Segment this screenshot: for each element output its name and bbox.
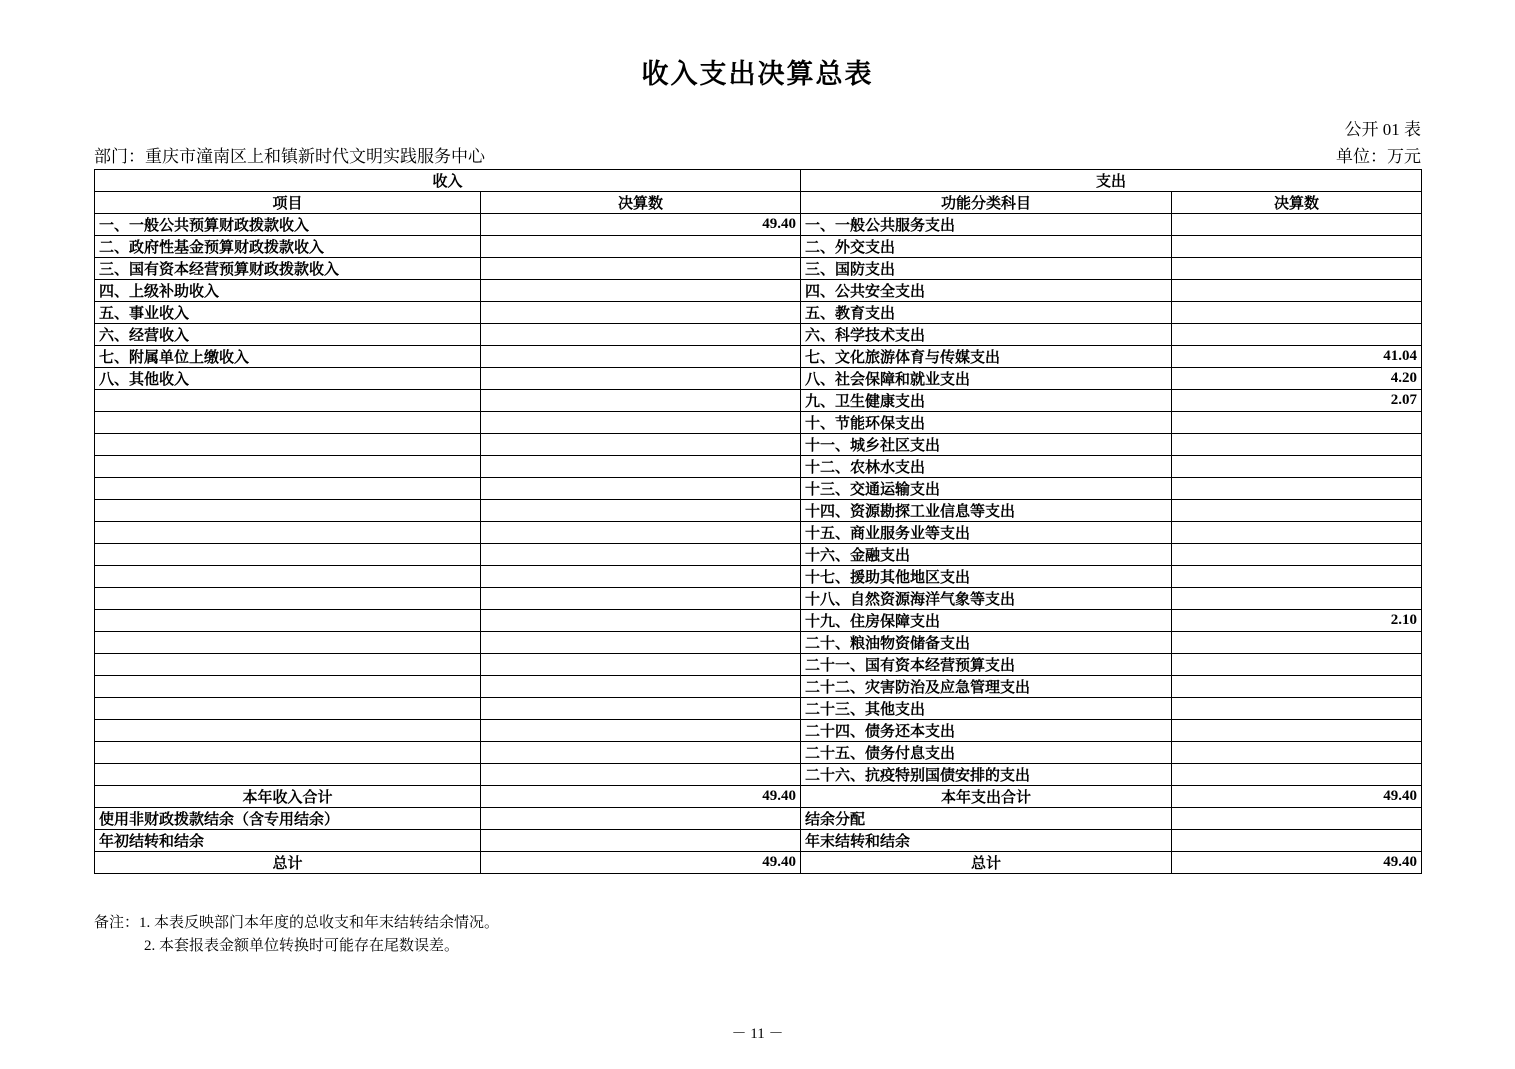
income-item-cell: 七、附属单位上缴收入 <box>95 346 481 368</box>
income-amount-cell <box>481 588 801 610</box>
table-row <box>95 698 1422 720</box>
expense-amount-cell <box>1172 258 1422 280</box>
table-row <box>95 786 1422 808</box>
expense-item-cell: 十六、金融支出 <box>801 544 1172 566</box>
income-item-cell: 本年收入合计 <box>95 786 481 808</box>
document-content <box>94 0 1421 959</box>
expense-item-cell: 一、一般公共服务支出 <box>801 214 1172 236</box>
income-amount-cell: 49.40 <box>481 852 801 874</box>
income-item-cell <box>95 654 481 676</box>
income-amount-cell <box>481 654 801 676</box>
income-item-cell <box>95 566 481 588</box>
table-row <box>95 544 1422 566</box>
expense-amount-cell <box>1172 412 1422 434</box>
income-amount-cell <box>481 720 801 742</box>
income-amount-cell <box>481 302 801 324</box>
expense-amount-cell: 41.04 <box>1172 346 1422 368</box>
column-header-item: 项目 <box>95 192 481 214</box>
expense-item-cell: 二十一、国有资本经营预算支出 <box>801 654 1172 676</box>
table-row <box>95 566 1422 588</box>
income-item-cell: 二、政府性基金预算财政拨款收入 <box>95 236 481 258</box>
income-item-cell: 年初结转和结余 <box>95 830 481 852</box>
expense-item-cell: 二十四、债务还本支出 <box>801 720 1172 742</box>
income-item-cell <box>95 412 481 434</box>
expense-item-cell: 十四、资源勘探工业信息等支出 <box>801 500 1172 522</box>
table-row <box>95 236 1422 258</box>
income-amount-cell <box>481 544 801 566</box>
note-line-1: 备注：1. 本表反映部门本年度的总收支和年末结转结余情况。 <box>94 915 500 931</box>
income-item-cell: 总计 <box>95 852 481 874</box>
income-item-cell <box>95 698 481 720</box>
expense-item-cell: 十七、援助其他地区支出 <box>801 566 1172 588</box>
table-row <box>95 852 1422 874</box>
expense-item-cell: 十八、自然资源海洋气象等支出 <box>801 588 1172 610</box>
expense-item-cell: 本年支出合计 <box>801 786 1172 808</box>
table-header <box>95 170 1422 214</box>
column-header-row <box>95 192 1422 214</box>
expense-amount-cell <box>1172 698 1422 720</box>
expense-amount-cell: 49.40 <box>1172 786 1422 808</box>
expense-amount-cell: 2.10 <box>1172 610 1422 632</box>
expense-amount-cell <box>1172 720 1422 742</box>
table-row <box>95 478 1422 500</box>
income-item-cell <box>95 742 481 764</box>
table-row <box>95 654 1422 676</box>
income-item-cell <box>95 764 481 786</box>
expense-amount-cell <box>1172 324 1422 346</box>
income-amount-cell <box>481 632 801 654</box>
income-item-cell <box>95 456 481 478</box>
income-amount-cell <box>481 478 801 500</box>
table-row <box>95 302 1422 324</box>
expense-amount-cell <box>1172 742 1422 764</box>
expense-item-cell: 十三、交通运输支出 <box>801 478 1172 500</box>
expense-amount-cell <box>1172 566 1422 588</box>
income-amount-cell <box>481 830 801 852</box>
income-item-cell <box>95 478 481 500</box>
table-row <box>95 324 1422 346</box>
expense-amount-cell <box>1172 654 1422 676</box>
income-amount-cell <box>481 500 801 522</box>
income-amount-cell <box>481 808 801 830</box>
income-amount-cell <box>481 324 801 346</box>
income-item-cell: 使用非财政拨款结余（含专用结余） <box>95 808 481 830</box>
expense-item-cell: 三、国防支出 <box>801 258 1172 280</box>
income-amount-cell <box>481 280 801 302</box>
table-row <box>95 742 1422 764</box>
final-accounts-table <box>94 169 1422 874</box>
income-item-cell: 三、国有资本经营预算财政拨款收入 <box>95 258 481 280</box>
income-item-cell <box>95 500 481 522</box>
department-label: 部门：重庆市潼南区上和镇新时代文明实践服务中心 <box>94 147 485 166</box>
income-item-cell <box>95 544 481 566</box>
table-row <box>95 390 1422 412</box>
expense-item-cell: 十、节能环保支出 <box>801 412 1172 434</box>
income-amount-cell: 49.40 <box>481 214 801 236</box>
expense-item-cell: 二十六、抗疫特别国债安排的支出 <box>801 764 1172 786</box>
table-row <box>95 632 1422 654</box>
table-row <box>95 764 1422 786</box>
income-item-cell: 四、上级补助收入 <box>95 280 481 302</box>
expense-amount-cell <box>1172 830 1422 852</box>
table-row <box>95 412 1422 434</box>
income-item-cell <box>95 588 481 610</box>
expense-item-cell: 二十、粮油物资储备支出 <box>801 632 1172 654</box>
expense-item-cell: 年末结转和结余 <box>801 830 1172 852</box>
table-row <box>95 808 1422 830</box>
expense-item-cell: 结余分配 <box>801 808 1172 830</box>
expense-amount-cell: 4.20 <box>1172 368 1422 390</box>
expense-amount-cell <box>1172 214 1422 236</box>
form-code-label: 公开 01 表 <box>1344 120 1421 139</box>
income-item-cell <box>95 390 481 412</box>
expense-item-cell: 七、文化旅游体育与传媒支出 <box>801 346 1172 368</box>
income-item-cell <box>95 610 481 632</box>
expense-item-cell: 八、社会保障和就业支出 <box>801 368 1172 390</box>
income-amount-cell <box>481 368 801 390</box>
income-item-cell <box>95 522 481 544</box>
unit-label: 单位：万元 <box>1336 147 1421 166</box>
expense-item-cell: 二十五、债务付息支出 <box>801 742 1172 764</box>
income-amount-cell <box>481 566 801 588</box>
expense-item-cell: 二十二、灾害防治及应急管理支出 <box>801 676 1172 698</box>
expense-amount-cell <box>1172 434 1422 456</box>
expense-item-cell: 十五、商业服务业等支出 <box>801 522 1172 544</box>
table-row <box>95 588 1422 610</box>
income-amount-cell <box>481 456 801 478</box>
expense-amount-cell: 49.40 <box>1172 852 1422 874</box>
expense-item-cell: 二十三、其他支出 <box>801 698 1172 720</box>
income-amount-cell <box>481 434 801 456</box>
column-header-function: 功能分类科目 <box>801 192 1172 214</box>
income-item-cell <box>95 632 481 654</box>
table-row <box>95 500 1422 522</box>
income-item-cell: 八、其他收入 <box>95 368 481 390</box>
income-item-cell: 五、事业收入 <box>95 302 481 324</box>
income-amount-cell <box>481 236 801 258</box>
column-header-income-amount: 决算数 <box>481 192 801 214</box>
expense-item-cell: 五、教育支出 <box>801 302 1172 324</box>
expense-item-cell: 四、公共安全支出 <box>801 280 1172 302</box>
income-item-cell: 六、经营收入 <box>95 324 481 346</box>
expense-amount-cell <box>1172 500 1422 522</box>
column-header-expense-amount: 决算数 <box>1172 192 1422 214</box>
income-item-cell: 一、一般公共预算财政拨款收入 <box>95 214 481 236</box>
expense-amount-cell <box>1172 588 1422 610</box>
table-row <box>95 434 1422 456</box>
income-amount-cell <box>481 258 801 280</box>
expense-item-cell: 十二、农林水支出 <box>801 456 1172 478</box>
income-amount-cell <box>481 522 801 544</box>
table-row <box>95 610 1422 632</box>
note-line-2: 2. 本套报表金额单位转换时可能存在尾数误差。 <box>144 938 460 955</box>
income-amount-cell: 49.40 <box>481 786 801 808</box>
meta-line <box>94 142 1421 167</box>
expense-amount-cell <box>1172 676 1422 698</box>
table-row <box>95 280 1422 302</box>
income-amount-cell <box>481 346 801 368</box>
expense-amount-cell <box>1172 280 1422 302</box>
table-body <box>95 214 1422 874</box>
expense-item-cell: 总计 <box>801 852 1172 874</box>
income-amount-cell <box>481 412 801 434</box>
table-row <box>95 368 1422 390</box>
table-row <box>95 830 1422 852</box>
income-item-cell <box>95 720 481 742</box>
expense-item-cell: 九、卫生健康支出 <box>801 390 1172 412</box>
table-row <box>95 720 1422 742</box>
income-item-cell <box>95 434 481 456</box>
expense-amount-cell <box>1172 302 1422 324</box>
expense-amount-cell <box>1172 632 1422 654</box>
income-amount-cell <box>481 390 801 412</box>
expense-item-cell: 二、外交支出 <box>801 236 1172 258</box>
table-row <box>95 676 1422 698</box>
income-amount-cell <box>481 698 801 720</box>
expense-amount-cell <box>1172 544 1422 566</box>
page-title: 收入支出决算总表 <box>641 59 874 89</box>
income-amount-cell <box>481 764 801 786</box>
income-section-header: 收入 <box>95 170 801 192</box>
income-item-cell <box>95 676 481 698</box>
expense-amount-cell <box>1172 764 1422 786</box>
income-amount-cell <box>481 676 801 698</box>
table-row <box>95 456 1422 478</box>
table-row <box>95 522 1422 544</box>
table-row <box>95 258 1422 280</box>
expense-amount-cell <box>1172 808 1422 830</box>
expense-item-cell: 十九、住房保障支出 <box>801 610 1172 632</box>
page-number: － 11 － <box>731 1026 784 1042</box>
table-row <box>95 214 1422 236</box>
table-row <box>95 346 1422 368</box>
notes-block <box>94 912 1421 959</box>
expense-item-cell: 十一、城乡社区支出 <box>801 434 1172 456</box>
expense-section-header: 支出 <box>801 170 1422 192</box>
expense-amount-cell <box>1172 522 1422 544</box>
section-header-row <box>95 170 1422 192</box>
expense-amount-cell <box>1172 478 1422 500</box>
expense-amount-cell <box>1172 456 1422 478</box>
income-amount-cell <box>481 610 801 632</box>
income-amount-cell <box>481 742 801 764</box>
expense-amount-cell: 2.07 <box>1172 390 1422 412</box>
expense-amount-cell <box>1172 236 1422 258</box>
expense-item-cell: 六、科学技术支出 <box>801 324 1172 346</box>
